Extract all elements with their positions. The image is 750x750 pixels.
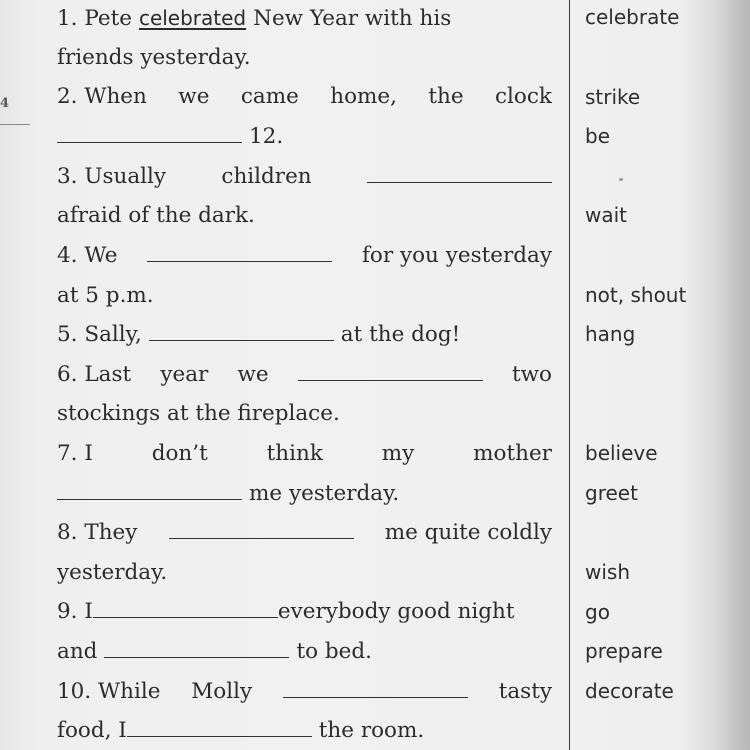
verb-strike: strike (585, 85, 641, 109)
exercise-item-9-line-2 (57, 637, 372, 667)
item-text: we (237, 362, 269, 387)
item-text: New Year with his (253, 6, 452, 31)
exercise-item-2-line-1 (57, 82, 552, 112)
item-text: mother (473, 441, 552, 466)
answer-blank[interactable] (298, 379, 483, 381)
item-text: I (84, 599, 93, 624)
item-text: Last (84, 362, 132, 387)
exercise-item-10-line-2 (57, 716, 424, 746)
item-number: 6. (57, 362, 78, 387)
item-text: we (178, 84, 210, 109)
verb-greet: greet (585, 481, 638, 505)
item-text: 12. (249, 124, 284, 149)
item-number: 3. (57, 164, 78, 189)
verb-believe: believe (585, 441, 658, 465)
item-text: yesterday. (57, 560, 168, 585)
exercise-item-3-line-1 (57, 162, 552, 192)
answer-blank[interactable] (93, 616, 278, 618)
answer-blank[interactable] (169, 537, 354, 539)
answer-blank[interactable] (149, 339, 334, 341)
column-divider (569, 0, 570, 750)
exercise-item-8-line-1 (57, 518, 552, 548)
item-text: everybody good night (277, 599, 515, 624)
item-text: Sally, (84, 322, 142, 347)
answer-celebrated: celebrated (138, 6, 247, 30)
paper-speck (619, 178, 623, 181)
verb-decorate: decorate (585, 679, 674, 703)
item-text: came (240, 84, 299, 109)
exercise-item-5-line-1 (57, 320, 460, 350)
item-text: children (221, 164, 312, 189)
item-number: 5. (57, 322, 78, 347)
exercise-item-9-line-1 (57, 597, 515, 627)
item-text: They (84, 520, 138, 545)
exercise-item-6-line-2 (57, 399, 340, 429)
item-text: clock (495, 84, 552, 109)
margin-rule (0, 124, 30, 125)
item-text: stockings at the fireplace. (57, 401, 340, 426)
verb-go: go (585, 600, 610, 624)
answer-blank[interactable] (104, 656, 289, 658)
item-number: 2. (57, 84, 78, 109)
verb-hang: hang (585, 322, 636, 346)
item-text: at the dog! (340, 322, 461, 347)
item-text: tasty (498, 679, 552, 704)
verb-celebrate: celebrate (585, 5, 680, 29)
item-text: While (98, 679, 161, 704)
item-text: Usually (84, 164, 167, 189)
item-number: 8. (57, 520, 78, 545)
item-text: home, (330, 84, 397, 109)
item-text: two (512, 362, 552, 387)
answer-blank[interactable] (367, 181, 552, 183)
item-text: year (160, 362, 209, 387)
answer-blank[interactable] (127, 735, 312, 737)
item-text: Molly (191, 679, 253, 704)
verb-prepare: prepare (585, 639, 663, 663)
item-text: me yesterday. (249, 481, 400, 506)
exercise-item-6-line-1 (57, 360, 552, 390)
exercise-item-10-line-1 (57, 677, 552, 707)
answer-blank[interactable] (283, 696, 468, 698)
item-text: friends yesterday. (57, 45, 251, 70)
item-number: 9. (57, 599, 78, 624)
item-text: the (428, 84, 464, 109)
exercise-item-4-line-1 (57, 241, 552, 271)
item-text: at 5 p.m. (57, 283, 154, 308)
exercise-item-7-line-1 (57, 439, 552, 469)
page-marker: 4 (0, 96, 10, 111)
item-text: I (84, 441, 93, 466)
item-number: 7. (57, 441, 78, 466)
item-text: When (84, 84, 147, 109)
item-text: and (57, 639, 98, 664)
item-number: 10. (57, 679, 92, 704)
exercise-item-1-line-2 (57, 43, 251, 73)
verb-be: be (585, 124, 610, 148)
exercise-item-8-line-2 (57, 558, 167, 588)
item-text: Pete (84, 6, 132, 31)
exercise-item-7-line-2 (57, 479, 399, 509)
page-curl-shadow (716, 0, 750, 750)
item-text: the room. (318, 718, 425, 743)
verb-not-shout: not, shout (585, 283, 687, 307)
exercise-item-1-line-1 (57, 3, 451, 33)
exercise-item-3-line-2 (57, 201, 255, 231)
item-text: for you yesterday (361, 243, 552, 268)
answer-blank[interactable] (147, 260, 332, 262)
verb-wait: wait (585, 203, 628, 227)
exercise-item-4-line-2 (57, 281, 154, 311)
answer-blank[interactable] (57, 498, 242, 500)
item-number: 1. (57, 6, 78, 31)
item-text: think (266, 441, 323, 466)
item-text: my (381, 441, 415, 466)
item-text: We (84, 243, 118, 268)
item-text: don’t (151, 441, 208, 466)
verb-wish: wish (585, 560, 631, 584)
exercise-item-2-line-2 (57, 122, 283, 152)
item-text: food, I (57, 718, 127, 743)
item-text: afraid of the dark. (57, 203, 255, 228)
item-text: to bed. (296, 639, 372, 664)
item-text: me quite coldly (384, 520, 552, 545)
item-number: 4. (57, 243, 78, 268)
answer-blank[interactable] (57, 141, 242, 143)
